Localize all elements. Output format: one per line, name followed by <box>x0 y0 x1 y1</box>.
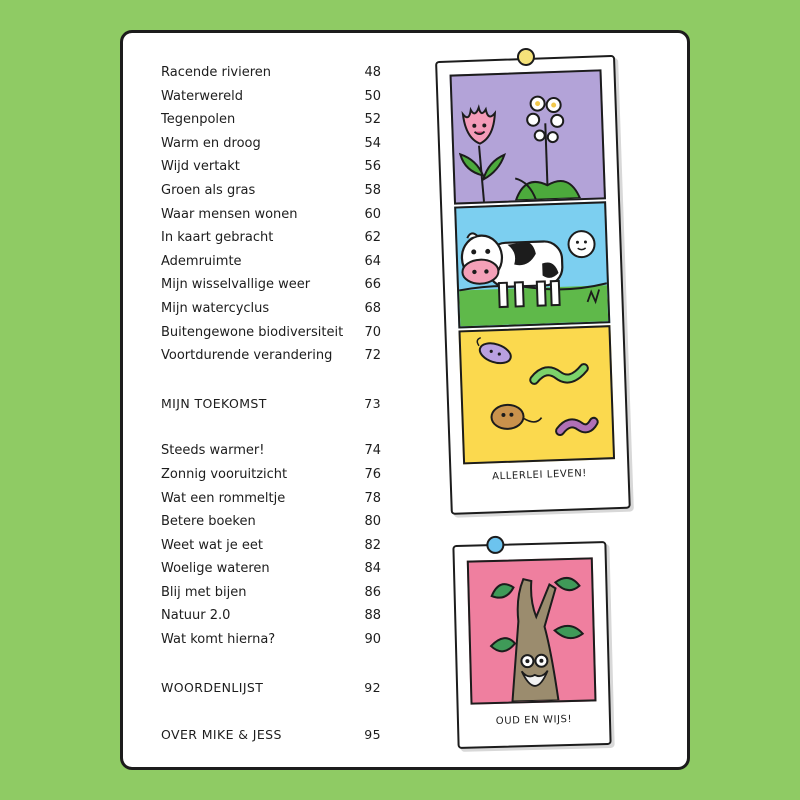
toc-title: Waterwereld <box>161 88 243 104</box>
toc-title: Mijn watercyclus <box>161 300 270 316</box>
toc-title: Ademruimte <box>161 253 242 269</box>
toc-entry <box>161 604 381 628</box>
flowers-illustration <box>450 69 606 204</box>
toc-title: Steeds warmer! <box>161 443 265 459</box>
toc-page: 48 <box>364 65 381 80</box>
photo-strip <box>435 55 631 515</box>
toc-section-heading <box>161 676 381 700</box>
toc-entry <box>161 439 381 463</box>
toc-page: 90 <box>364 632 381 648</box>
toc-entry <box>161 226 381 250</box>
toc-page: 84 <box>364 561 381 577</box>
toc-entry <box>161 344 381 368</box>
tree-illustration <box>467 557 597 704</box>
toc-page: 58 <box>364 182 381 198</box>
toc-page: 54 <box>364 135 381 151</box>
toc-page: 68 <box>364 300 381 316</box>
toc-section-heading <box>161 392 381 416</box>
toc-page: 88 <box>364 608 381 624</box>
toc-entry <box>161 250 381 274</box>
polaroid-caption: OUD EN WIJS! <box>495 713 573 727</box>
toc-page: 60 <box>364 206 381 222</box>
toc-page: 52 <box>364 112 381 128</box>
toc-entry <box>161 203 381 227</box>
toc-page: 80 <box>364 514 381 530</box>
toc-entry <box>161 557 381 581</box>
toc-entry <box>161 85 381 109</box>
toc-title: In kaart gebracht <box>161 230 274 246</box>
toc-entry <box>161 108 381 132</box>
toc-entry <box>161 628 381 652</box>
strip-caption: ALLERLEI LEVEN! <box>492 468 588 483</box>
blue-pin-icon <box>486 536 504 554</box>
toc-title: Mijn wisselvallige weer <box>161 277 311 293</box>
toc-page: 72 <box>364 348 381 364</box>
toc-entry <box>161 487 381 511</box>
toc-entry <box>161 273 381 297</box>
toc-entry <box>161 297 381 321</box>
yellow-pin-icon <box>517 48 536 67</box>
toc-title: Tegenpolen <box>161 112 236 128</box>
toc-entry <box>161 132 381 156</box>
toc-entry <box>161 179 381 203</box>
table-of-contents <box>161 61 381 747</box>
toc-title: Weet wat je eet <box>161 537 263 553</box>
toc-page: 76 <box>364 466 381 482</box>
cow-illustration <box>454 201 610 328</box>
toc-page: 73 <box>364 395 381 411</box>
toc-entry <box>161 155 381 179</box>
toc-section-heading <box>161 723 381 747</box>
toc-section-title: WOORDENLIJST <box>161 679 264 695</box>
toc-title: Wat een rommeltje <box>161 490 286 506</box>
toc-title: Racende rivieren <box>161 65 272 80</box>
toc-title: Zonnig vooruitzicht <box>161 466 288 482</box>
toc-page: 78 <box>364 490 381 506</box>
toc-title: Groen als gras <box>161 182 256 198</box>
toc-page: 74 <box>364 443 381 459</box>
toc-title: Voortdurende verandering <box>161 348 333 364</box>
toc-entry <box>161 463 381 487</box>
toc-page: 62 <box>364 230 381 246</box>
polaroid-photo <box>452 541 611 749</box>
toc-page: 50 <box>364 88 381 104</box>
toc-page: 86 <box>364 584 381 600</box>
toc-entry <box>161 321 381 345</box>
toc-page: 64 <box>364 253 381 269</box>
toc-page: 56 <box>364 159 381 175</box>
toc-title: Waar mensen wonen <box>161 206 298 222</box>
toc-entry <box>161 581 381 605</box>
toc-title: Wijd vertakt <box>161 159 240 175</box>
toc-title: Warm en droog <box>161 135 261 151</box>
toc-entry <box>161 534 381 558</box>
toc-page: 92 <box>364 679 381 695</box>
toc-section-title: MIJN TOEKOMST <box>161 395 267 411</box>
toc-title: Buitengewone biodiversiteit <box>161 324 344 340</box>
toc-title: Natuur 2.0 <box>161 608 231 624</box>
book-page <box>120 30 690 770</box>
toc-title: Wat komt hierna? <box>161 632 276 648</box>
toc-title: Betere boeken <box>161 514 256 530</box>
toc-title: Blij met bijen <box>161 584 247 600</box>
toc-page: 82 <box>364 537 381 553</box>
toc-entry <box>161 510 381 534</box>
toc-page: 70 <box>364 324 381 340</box>
toc-title: Woelige wateren <box>161 561 270 577</box>
toc-entry <box>161 61 381 85</box>
toc-page: 66 <box>364 277 381 293</box>
toc-page: 95 <box>364 727 381 743</box>
microbes-illustration <box>458 325 615 464</box>
toc-section-title: OVER MIKE & JESS <box>161 727 282 743</box>
